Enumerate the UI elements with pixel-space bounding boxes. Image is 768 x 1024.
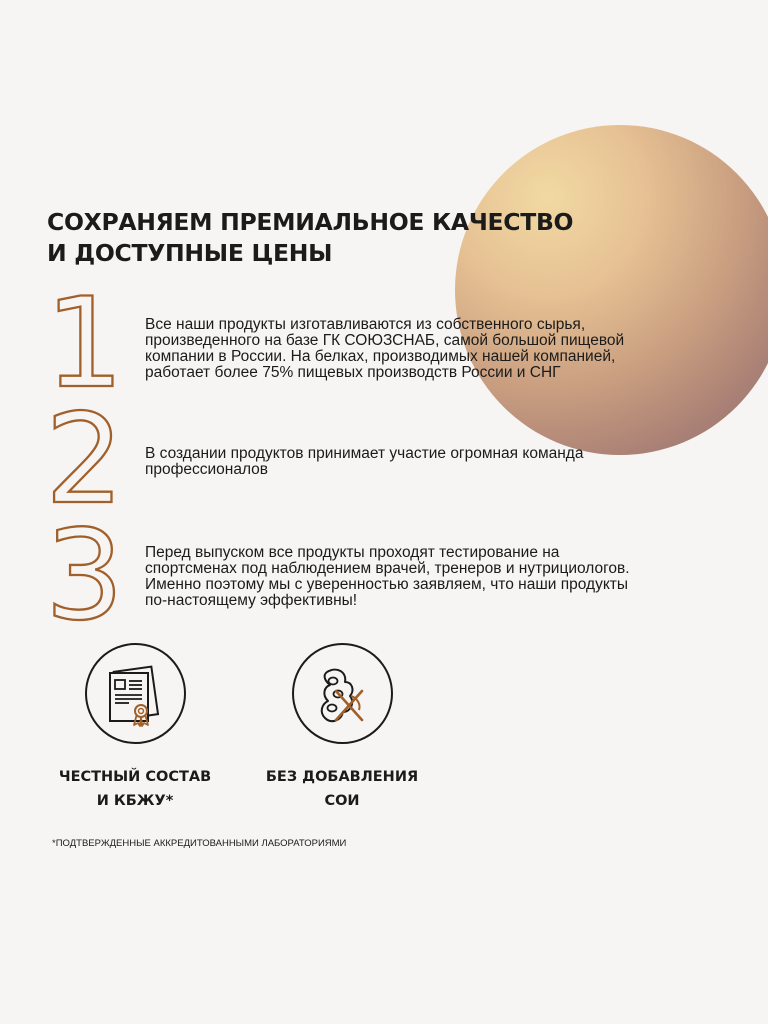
item-1-line-2: произведенного на базе ГК СОЮЗСНАБ, самой большой пищевой bbox=[145, 332, 625, 349]
headline-line-1: СОХРАНЯЕМ ПРЕМИАЛЬНОЕ КАЧЕСТВО bbox=[47, 208, 574, 236]
item-3-line-1: Перед выпуском все продукты проходят тестирование на bbox=[145, 544, 560, 561]
page-headline bbox=[47, 207, 573, 269]
item-number-3: 3 bbox=[45, 504, 124, 648]
item-number-1: 1 bbox=[45, 272, 124, 416]
item-text-3 bbox=[145, 545, 630, 609]
item-3-line-3: Именно поэтому мы с уверенностью заявляем, что наши продукты bbox=[145, 576, 629, 593]
item-text-2 bbox=[145, 446, 583, 478]
item-3-line-2: спортсменах под наблюдением врачей, тренеров и нутрициологов. bbox=[145, 560, 630, 577]
footnote: *ПОДТВЕРЖДЕННЫЕ АККРЕДИТОВАННЫМИ ЛАБОРАТОРИЯМИ bbox=[52, 838, 347, 849]
feature-1-line-2: И КБЖУ* bbox=[96, 793, 174, 809]
feature-label-2 bbox=[242, 765, 442, 813]
certificate-icon bbox=[84, 642, 187, 745]
feature-1-line-1: ЧЕСТНЫЙ СОСТАВ bbox=[58, 769, 212, 785]
list-item-1 bbox=[45, 272, 725, 416]
feature-label-1 bbox=[35, 765, 235, 813]
list-item-3 bbox=[45, 504, 725, 648]
item-1-line-1: Все наши продукты изготавливаются из собственного сырья, bbox=[145, 316, 586, 333]
list-item-2 bbox=[45, 388, 725, 532]
feature-2-line-1: БЕЗ ДОБАВЛЕНИЯ bbox=[265, 769, 419, 785]
item-number-2: 2 bbox=[45, 388, 124, 532]
item-3-line-4: по-настоящему эффективны! bbox=[145, 592, 358, 609]
gradient-sphere-decoration bbox=[455, 125, 768, 455]
feature-2-line-2: СОИ bbox=[324, 793, 360, 809]
item-text-1 bbox=[145, 317, 624, 381]
item-2-line-1: В создании продуктов принимает участие огромная команда bbox=[145, 445, 584, 462]
no-soy-icon bbox=[291, 642, 394, 745]
headline-line-2: И ДОСТУПНЫЕ ЦЕНЫ bbox=[47, 239, 333, 267]
item-1-line-4: работает более 75% пищевых производств России и СНГ bbox=[145, 364, 561, 381]
item-1-line-3: компании в России. На белках, производимых нашей компанией, bbox=[145, 348, 616, 365]
item-2-line-2: профессионалов bbox=[145, 461, 269, 478]
